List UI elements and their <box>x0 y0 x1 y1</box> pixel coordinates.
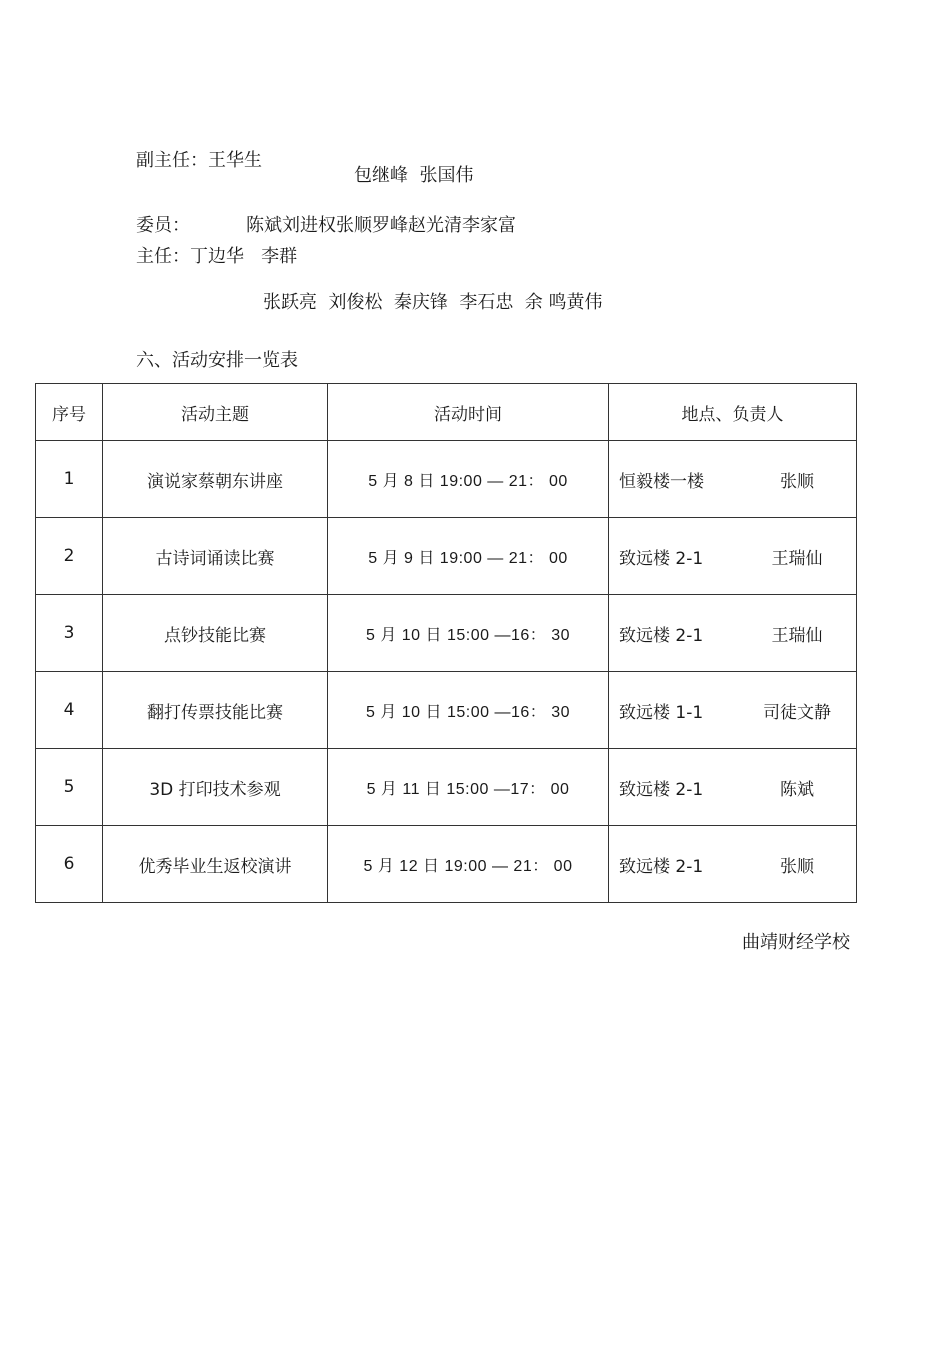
cell-place-person <box>609 595 857 672</box>
cell-title: 点钞技能比赛 <box>103 595 328 672</box>
cell-no: 3 <box>36 595 103 672</box>
cell-title: 古诗词诵读比赛 <box>103 518 328 595</box>
cell-title: 演说家蔡朝东讲座 <box>103 441 328 518</box>
members-names: 陈斌刘进权张顺罗峰赵光清李家富 <box>246 215 516 236</box>
cell-place-person <box>609 441 857 518</box>
table-row <box>36 672 857 749</box>
cell-place-person <box>609 749 857 826</box>
header-no: 序号 <box>36 384 103 441</box>
cell-time: 5 月 10 日 15:00 —16： 30 <box>328 672 609 749</box>
person-text: 司徒文静 <box>763 702 831 723</box>
place-text: 致远楼 2-1 <box>619 625 704 646</box>
table-row <box>36 441 857 518</box>
cell-no: 6 <box>36 826 103 903</box>
cell-place-person <box>609 518 857 595</box>
place-text: 恒毅楼一楼 <box>619 471 704 492</box>
cell-place-person <box>609 672 857 749</box>
cell-time: 5 月 9 日 19:00 — 21： 00 <box>328 518 609 595</box>
table-row <box>36 826 857 903</box>
cell-time: 5 月 12 日 19:00 — 21： 00 <box>328 826 609 903</box>
header-time: 活动时间 <box>328 384 609 441</box>
place-text: 致远楼 1-1 <box>619 702 704 723</box>
person-text: 王瑞仙 <box>771 625 823 646</box>
cell-no: 4 <box>36 672 103 749</box>
person-text: 张顺 <box>780 471 814 492</box>
cell-time: 5 月 8 日 19:00 — 21： 00 <box>328 441 609 518</box>
table-row <box>36 595 857 672</box>
vice-director-line: 副主任：王华生 <box>136 150 262 171</box>
header-title: 活动主题 <box>103 384 328 441</box>
cell-no: 5 <box>36 749 103 826</box>
place-text: 致远楼 2-1 <box>619 548 704 569</box>
activity-schedule-table <box>35 383 857 903</box>
place-text: 致远楼 2-1 <box>619 856 704 877</box>
cell-no: 2 <box>36 518 103 595</box>
director-line: 主任：丁边华 李群 <box>136 246 298 267</box>
cell-title: 优秀毕业生返校演讲 <box>103 826 328 903</box>
table-row <box>36 749 857 826</box>
cell-no: 1 <box>36 441 103 518</box>
footer-organization: 曲靖财经学校 <box>742 932 850 953</box>
person-text: 陈斌 <box>780 779 814 800</box>
extra-names-line: 张跃亮 刘俊松 秦庆锋 李石忠 余 鸣黄伟 <box>263 292 603 313</box>
cell-time: 5 月 11 日 15:00 —17： 00 <box>328 749 609 826</box>
header-place-person: 地点、负责人 <box>609 384 857 441</box>
person-text: 张顺 <box>780 856 814 877</box>
section-heading: 六、活动安排一览表 <box>136 350 298 371</box>
cell-title: 3D 打印技术参观 <box>103 749 328 826</box>
table-header-row <box>36 384 857 441</box>
place-text: 致远楼 2-1 <box>619 779 704 800</box>
cell-place-person <box>609 826 857 903</box>
vice-director-extra-names: 包继峰 张国伟 <box>354 165 474 186</box>
person-text: 王瑞仙 <box>771 548 823 569</box>
cell-title: 翻打传票技能比赛 <box>103 672 328 749</box>
members-label: 委员： <box>136 215 190 236</box>
cell-time: 5 月 10 日 15:00 —16： 30 <box>328 595 609 672</box>
table-row <box>36 518 857 595</box>
